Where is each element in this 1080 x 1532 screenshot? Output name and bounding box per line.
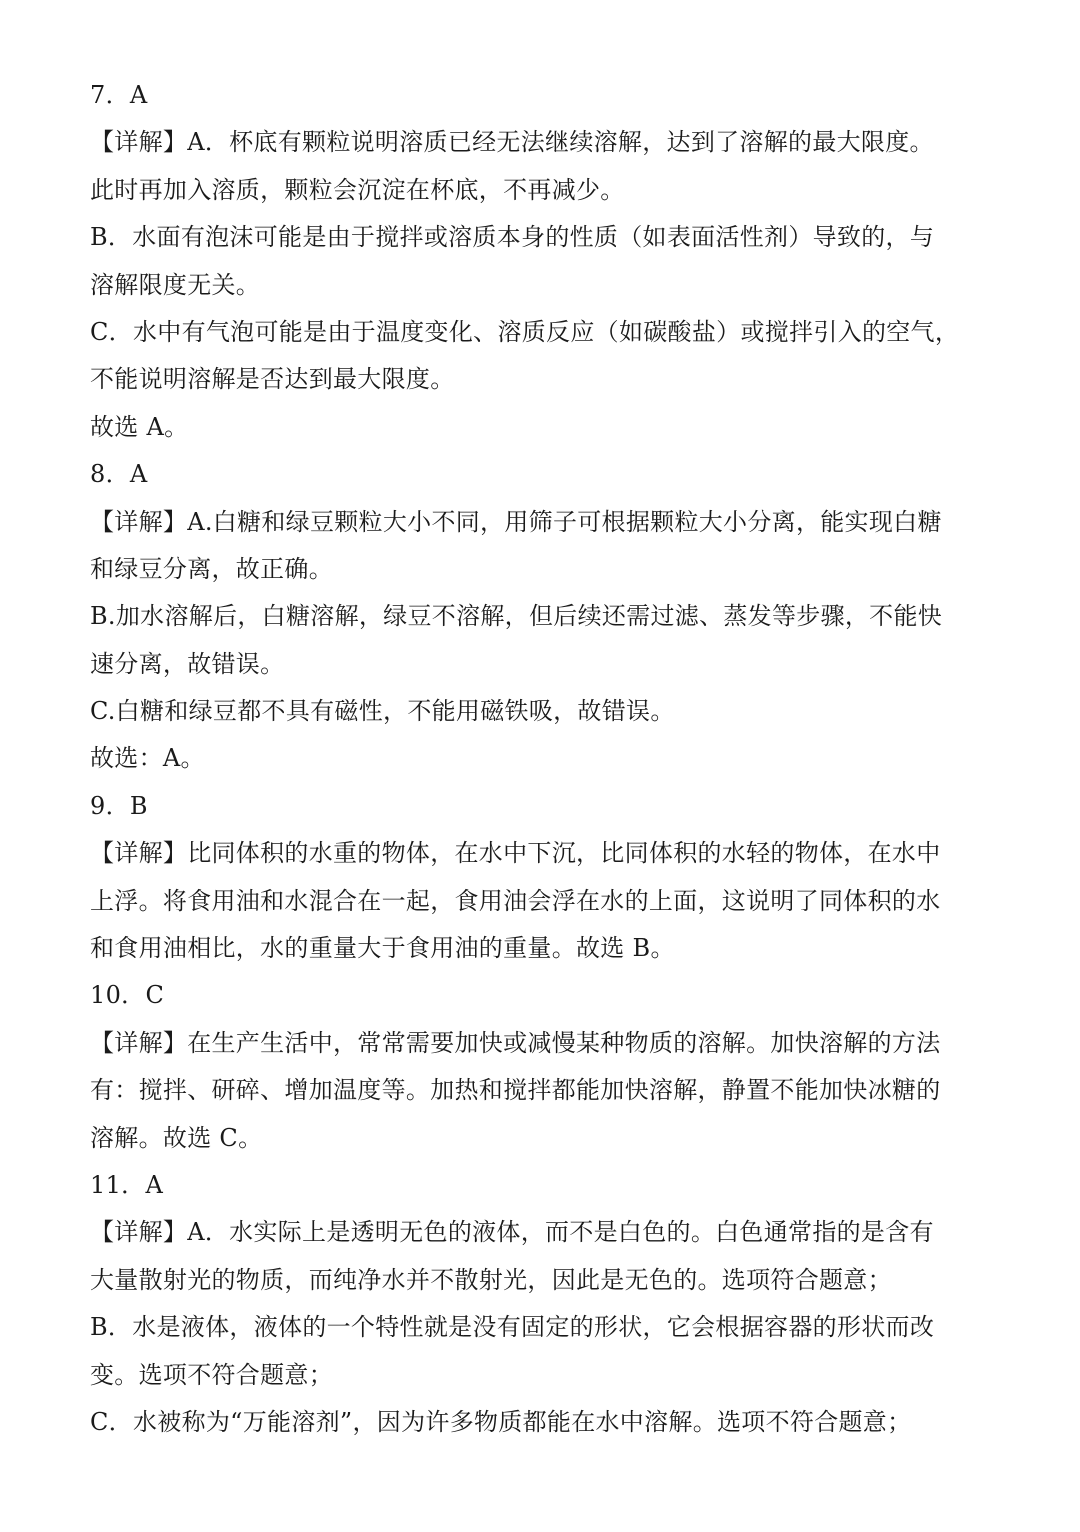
answer-7-explanation: 不能说明溶解是否达到最大限度。 [90, 365, 455, 394]
answer-9-explanation: 和食用油相比，水的重量大于食用油的重量。故选 B。 [90, 934, 675, 963]
answer-7-explanation: 此时再加入溶质，颗粒会沉淀在杯底，不再减少。 [90, 175, 625, 204]
answer-7-explanation: C．水中有气泡可能是由于温度变化、溶质反应（如碳酸盐）或搅拌引入的空气， [90, 317, 960, 346]
answer-document [90, 72, 960, 1446]
answer-11-explanation: 大量散射光的物质，而纯净水并不散射光，因此是无色的。选项符合题意； [90, 1265, 892, 1294]
answer-7-explanation: B．水面有泡沫可能是由于搅拌或溶质本身的性质（如表面活性剂）导致的，与 [90, 223, 935, 252]
answer-9-explanation: 【详解】比同体积的水重的物体，在水中下沉，比同体积的水轻的物体，在水中 [90, 839, 941, 868]
answer-7-explanation: 溶解限度无关。 [90, 270, 261, 299]
answer-8-heading: 8．A [90, 460, 148, 489]
answer-11-heading: 11．A [90, 1170, 164, 1199]
answer-11-explanation: B．水是液体，液体的一个特性就是没有固定的形状，它会根据容器的形状而改 [90, 1313, 935, 1342]
answer-8-explanation: B.加水溶解后，白糖溶解，绿豆不溶解，但后续还需过滤、蒸发等步骤，不能快 [90, 602, 943, 631]
answer-9-explanation: 上浮。将食用油和水混合在一起，食用油会浮在水的上面，这说明了同体积的水 [90, 886, 941, 915]
answer-8-conclusion: 故选：A。 [90, 744, 205, 773]
answer-8-explanation: 【详解】A.白糖和绿豆颗粒大小不同，用筛子可根据颗粒大小分离，能实现白糖 [90, 507, 942, 536]
answer-11-explanation: 【详解】A．水实际上是透明无色的液体，而不是白色的。白色通常指的是含有 [90, 1218, 934, 1247]
answer-7-explanation: 【详解】A．杯底有颗粒说明溶质已经无法继续溶解，达到了溶解的最大限度。 [90, 128, 934, 157]
answer-11-explanation: C．水被称为“万能溶剂”，因为许多物质都能在水中溶解。选项不符合题意； [90, 1407, 912, 1436]
answer-8-explanation: 速分离，故错误。 [90, 649, 285, 678]
answer-11-explanation: 变。选项不符合题意； [90, 1360, 333, 1389]
answer-8-explanation: 和绿豆分离，故正确。 [90, 554, 333, 583]
answer-8-explanation: C.白糖和绿豆都不具有磁性，不能用磁铁吸，故错误。 [90, 697, 675, 726]
answer-9-heading: 9．B [90, 791, 148, 820]
answer-7-heading: 7．A [90, 81, 148, 109]
answer-10-explanation: 有：搅拌、研碎、增加温度等。加热和搅拌都能加快溶解，静置不能加快冰糖的 [90, 1076, 941, 1105]
answer-7-conclusion: 故选 A。 [90, 412, 189, 441]
answer-10-heading: 10．C [90, 981, 165, 1010]
answer-10-explanation: 溶解。故选 C。 [90, 1123, 263, 1152]
answer-10-explanation: 【详解】在生产生活中，常常需要加快或减慢某种物质的溶解。加快溶解的方法 [90, 1028, 941, 1057]
